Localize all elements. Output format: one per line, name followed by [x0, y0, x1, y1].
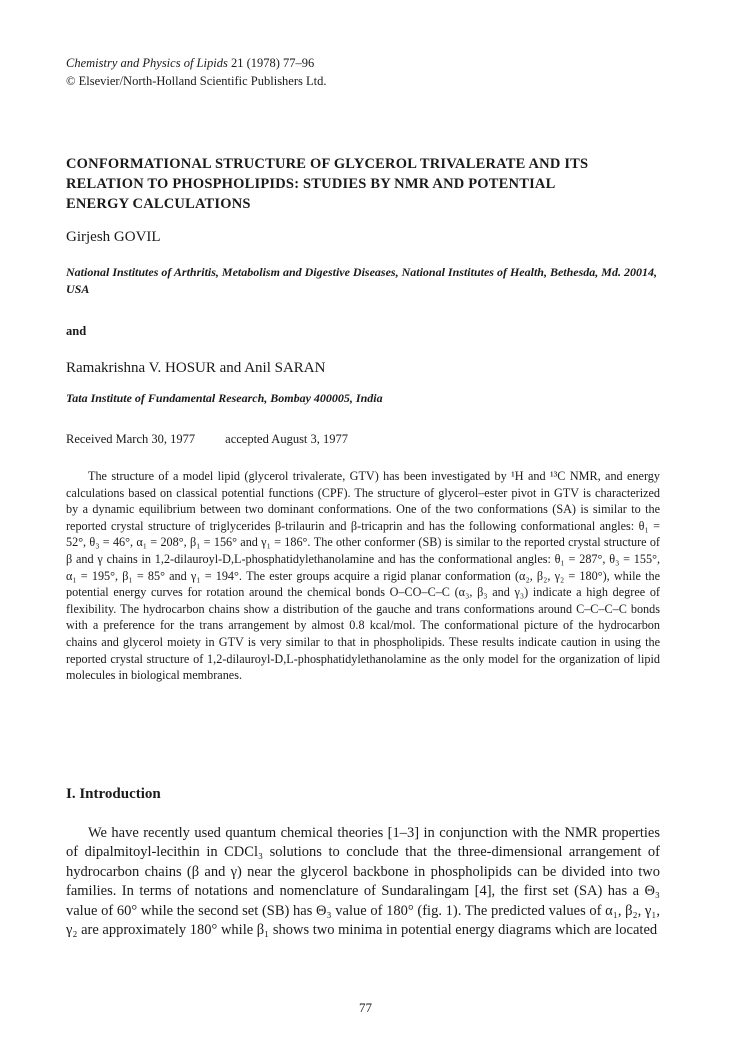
introduction [66, 824, 660, 940]
page-number: 77 [359, 1000, 372, 1015]
journal-name: Chemistry and Physics of Lipids [66, 56, 228, 70]
publisher-line: © Elsevier/North-Holland Scientific Publishers Ltd. [66, 74, 327, 88]
journal-citation [66, 54, 327, 72]
author-name: Girjesh GOVIL [66, 229, 161, 245]
article-title: CONFORMATIONAL STRUCTURE OF GLYCEROL TRIVALERATE AND ITS RELATION TO PHOSPHOLIPIDS: STUDIES BY NMR AND POTENTIAL ENERGY CALCULATIONS [66, 156, 589, 212]
abstract-text: The structure of a model lipid (glycerol trivalerate, GTV) has been investigated by ¹H and ¹³C NMR, and energy calculations based on classical potential functions (CPF). The structure of glycerol–ester pivot in GTV is characterized by a dynamic equilibrium between two dominant conformations. One of the two conformations (SA) is similar to the reported crystal structure of triglycerides β-trilaurin and β-tricaprin and has the following conformational angles: θ₁ = 52°, θ₃ = 46°, α₁ = 208°, β₁ = 156° and γ₁ = 186°. The other conformer (SB) is similar to the reported crystal structure of β and γ chains in 1,2-dilauroyl-D,L-phosphatidylethanolamine and has the conformational angles: θ₁ = 287°, θ₃ = 155°, α₁ = 195°, β₁ = 85° and γ₁ = 194°. The ester groups acquire a rigid planar conformation (α₂, β₂, γ₂ = 180°), while the potential energy curves for rotation around the chemical bonds O–CO–C–C (α₃, β₃ and γ₃) indicate a high degree of flexibility. The hydrocarbon chains show a distribution of the gauche and trans conformations around C–C–C–C bonds with a preference for the trans arrangement by almost 0.8 kcal/mol. The conformational picture of the hydrocarbon chains and glycerol moiety in GTV is very similar to that in phospholipids. These results indicate caution in using the reported crystal structure of 1,2-dilauroyl-D,L-phosphatidylethanolamine as the only model for the organization of lipid molecules in biological membranes. [66, 469, 660, 683]
received-date: Received March 30, 1977 [66, 432, 196, 446]
section-heading: I. Introduction [66, 786, 161, 802]
journal-header [66, 54, 327, 90]
accepted-date: accepted August 3, 1977 [225, 432, 349, 446]
coauthor-affiliation: Tata Institute of Fundamental Research, Bombay 400005, India [66, 391, 383, 405]
abstract [66, 468, 660, 684]
journal-volume: 21 (1978) 77–96 [227, 56, 315, 70]
author-affiliation: National Institutes of Arthritis, Metabolism and Digestive Diseases, National Institutes of Health, Bethesda, Md. 20014, USA [66, 265, 657, 296]
coauthor-names: Ramakrishna V. HOSUR and Anil SARAN [66, 360, 326, 376]
dates-line [66, 432, 348, 447]
intro-paragraph: We have recently used quantum chemical theories [1–3] in conjunction with the NMR properties of dipalmitoyl-lecithin in CDCl₃ solutions to conclude that the three-dimensional arrangement of hydrocarbon chains (β and γ) near the glycerol backbone in phospholipids can be divided into two families. In terms of notations and nomenclature of Sundaralingam [4], the first set (SA) has a Θ₃ value of 60° while the second set (SB) has Θ₃ value of 180° (fig. 1). The predicted values of α₁, β₂, γ₁, γ₂ are approximately 180° while β₁ shows two minima in potential energy diagrams which are located [66, 825, 660, 939]
author-conjunction: and [66, 324, 87, 338]
